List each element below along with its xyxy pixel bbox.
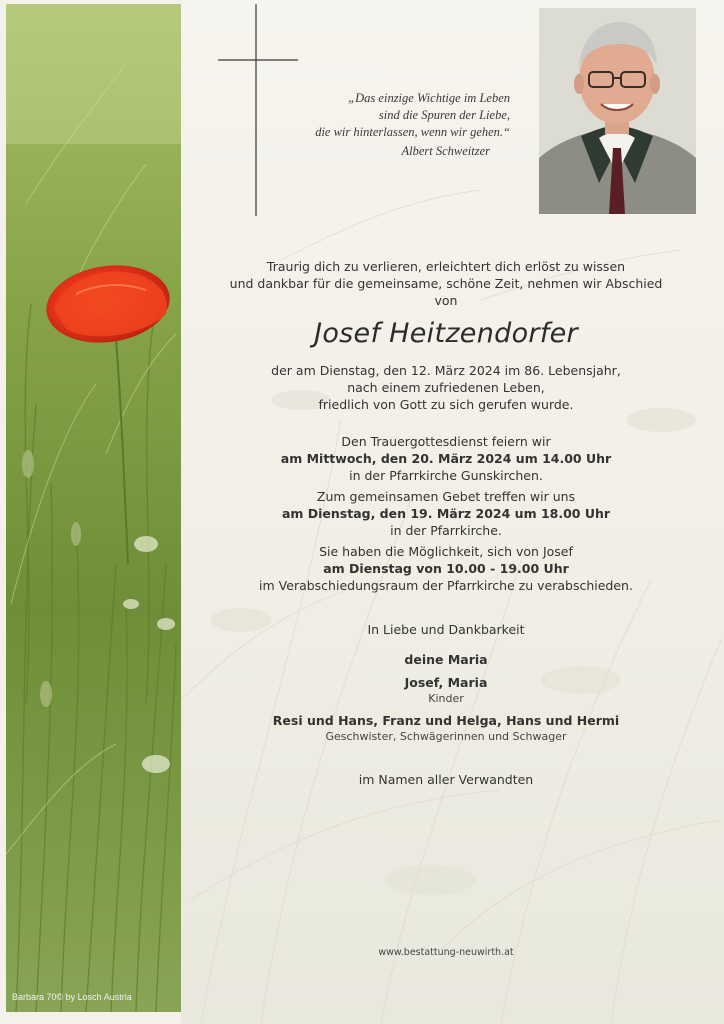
deceased-name: Josef Heitzendorfer (314, 318, 578, 349)
quote-author: Albert Schweitzer (401, 144, 490, 158)
intro-line: von (434, 293, 458, 308)
prayer-date: am Dienstag, den 19. März 2024 um 18.00 Uhr (281, 506, 611, 521)
death-line: friedlich von Gott zu sich gerufen wurde. (318, 397, 574, 412)
quote-line: „Das einzige Wichtige im Leben (348, 91, 510, 105)
prayer-intro: Zum gemeinsamen Gebet treffen wir uns (316, 489, 576, 504)
service-location: in der Pfarrkirche Gunskirchen. (349, 468, 543, 483)
mourner-names: Resi und Hans, Franz und Helga, Hans und Hermi (272, 713, 620, 728)
website-link[interactable]: www.bestattung-neuwirth.at (378, 947, 514, 958)
mourner-names: deine Maria (404, 652, 488, 667)
mourner-relation: Kinder (428, 692, 464, 705)
farewell-time: am Dienstag von 10.00 - 19.00 Uhr (323, 561, 569, 576)
farewell-location: im Verabschiedungsraum der Pfarrkirche zu verabschieden. (259, 578, 633, 593)
prayer-location: in der Pfarrkirche. (390, 523, 502, 538)
poppy-field-photo (6, 4, 181, 1012)
death-line: der am Dienstag, den 12. März 2024 im 86. Lebensjahr, (271, 363, 621, 378)
closing-text: In Liebe und Dankbarkeit (367, 622, 525, 637)
quote-line: sind die Spuren der Liebe, (378, 108, 510, 122)
quote-line: die wir hinterlassen, wenn wir gehen.“ (315, 125, 510, 139)
death-line: nach einem zufriedenen Leben, (347, 380, 545, 395)
relatives-text: im Namen aller Verwandten (358, 772, 534, 787)
mourner-relation: Geschwister, Schwägerinnen und Schwager (325, 730, 567, 743)
portrait-photo (539, 8, 696, 214)
intro-line: und dankbar für die gemeinsame, schöne Zeit, nehmen wir Abschied (229, 276, 663, 291)
quote (270, 90, 510, 160)
photo-credit: Barbara 70© by Losch Austria (12, 992, 132, 1002)
service-intro: Den Trauergottesdienst feiern wir (341, 434, 551, 449)
service-date: am Mittwoch, den 20. März 2024 um 14.00 Uhr (280, 451, 612, 466)
intro-line: Traurig dich zu verlieren, erleichtert dich erlöst zu wissen (266, 259, 626, 274)
farewell-intro: Sie haben die Möglichkeit, sich von Josef (319, 544, 573, 559)
mourner-names: Josef, Maria (404, 675, 488, 690)
